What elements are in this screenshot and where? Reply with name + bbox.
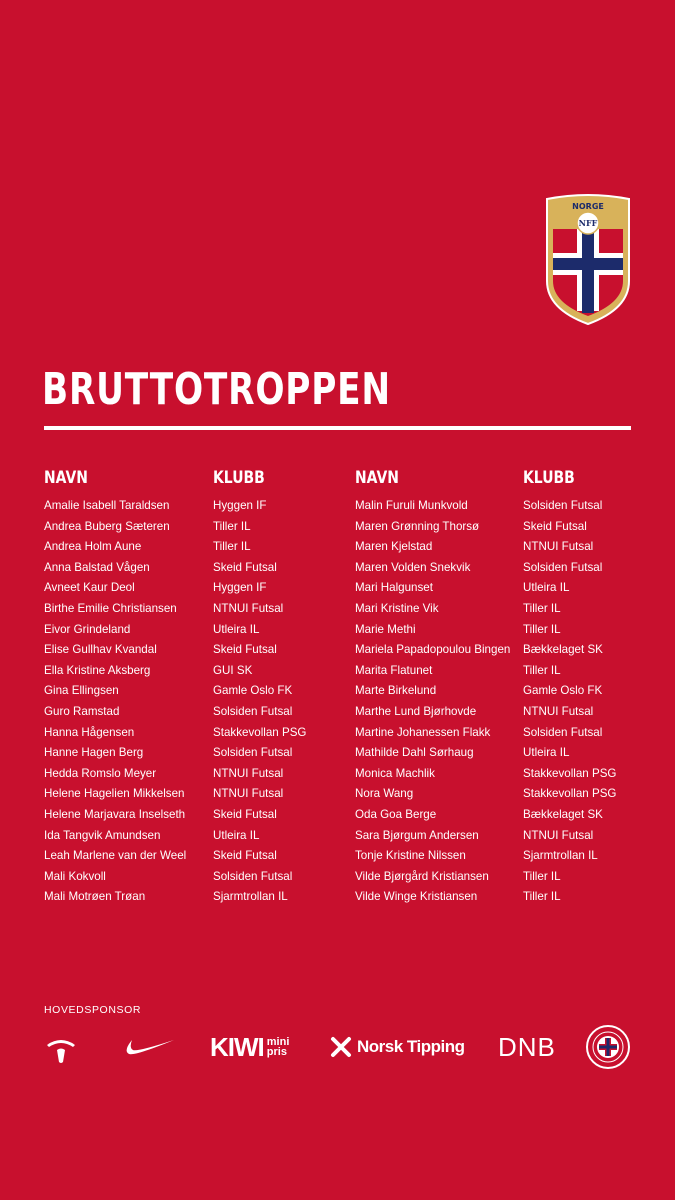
page-title: BRUTTOTROPPEN <box>42 364 391 415</box>
player-name-item: Helene Marjavara Inselseth <box>44 807 186 821</box>
club-item: Sjarmtrollan IL <box>213 890 288 904</box>
club-item: Bækkelaget SK <box>523 807 603 821</box>
club-item: Stakkevollan PSG <box>523 766 617 780</box>
club-item: Tiller IL <box>523 601 561 615</box>
club-item: Solsiden Futsal <box>213 869 293 883</box>
sponsor-label: HOVEDSPONSOR <box>44 1004 142 1016</box>
player-name-item: Mathilde Dahl Sørhaug <box>355 746 474 760</box>
club-item: GUI SK <box>213 663 253 677</box>
player-name-item: Anna Balstad Vågen <box>44 560 150 574</box>
player-name-item: Oda Goa Berge <box>355 807 437 821</box>
club-item: NTNUI Futsal <box>523 540 594 554</box>
player-name-item: Leah Marlene van der Weel <box>44 849 187 863</box>
player-name-item: Avneet Kaur Deol <box>44 581 135 595</box>
player-name-item: Andrea Buberg Sæteren <box>44 519 170 533</box>
player-name-item: Maren Volden Snekvik <box>355 560 471 574</box>
title-divider <box>44 426 631 430</box>
player-name-item: Maren Kjelstad <box>355 540 433 554</box>
player-name-item: Mali Motrøen Trøan <box>44 890 146 904</box>
norsk-tipping-wordmark: Norsk Tipping <box>357 1037 465 1056</box>
club-item: Utleira IL <box>213 828 260 842</box>
nff-crest-logo <box>543 193 633 325</box>
club-item: Tiller IL <box>523 622 561 636</box>
club-item: Sjarmtrollan IL <box>523 849 598 863</box>
nike-swoosh-icon <box>123 1036 175 1058</box>
player-name-item: Mari Halgunset <box>355 581 433 595</box>
club-item: Tiller IL <box>523 663 561 677</box>
player-name-item: Vilde Winge Kristiansen <box>355 890 478 904</box>
club-item: Tiller IL <box>523 890 561 904</box>
player-name-item: Hanna Hågensen <box>44 725 135 739</box>
club-item: Gamle Oslo FK <box>523 684 603 698</box>
player-name-item: Marte Birkelund <box>355 684 437 698</box>
nike-logo <box>123 1024 175 1070</box>
club-item: Utleira IL <box>523 581 570 595</box>
player-name-item: Hedda Romslo Meyer <box>44 766 157 780</box>
club-item: Gamle Oslo FK <box>213 684 293 698</box>
player-name-item: Maren Grønning Thorsø <box>355 519 480 533</box>
club-item: NTNUI Futsal <box>213 766 284 780</box>
player-name-item: Mariela Papadopoulou Bingen <box>355 643 511 657</box>
club-item: Hyggen IF <box>213 581 267 595</box>
player-name-item: Nora Wang <box>355 787 414 801</box>
club-item: Tiller IL <box>213 540 251 554</box>
emblem-icon <box>585 1024 631 1070</box>
player-name-item: Sara Bjørgum Andersen <box>355 828 479 842</box>
club-item: NTNUI Futsal <box>213 601 284 615</box>
right-club-list <box>523 496 616 908</box>
club-item: Tiller IL <box>523 869 561 883</box>
club-item: NTNUI Futsal <box>523 828 594 842</box>
club-item: Skeid Futsal <box>213 849 277 863</box>
player-name-item: Mali Kokvoll <box>44 869 106 883</box>
kiwi-wordmark: KIWI <box>210 1031 264 1062</box>
telenor-icon <box>44 1030 78 1064</box>
player-name-item: Marthe Lund Bjørhovde <box>355 704 477 718</box>
club-item: Solsiden Futsal <box>523 499 603 512</box>
player-name-item: Eivor Grindeland <box>44 622 131 636</box>
club-item: Utleira IL <box>523 746 570 760</box>
club-item: Solsiden Futsal <box>523 725 603 739</box>
club-item: Stakkevollan PSG <box>213 725 307 739</box>
player-name-item: Mari Kristine Vik <box>355 601 439 615</box>
player-name-item: Malin Furuli Munkvold <box>355 499 468 512</box>
right-name-list <box>355 496 510 908</box>
player-name-item: Marita Flatunet <box>355 663 433 677</box>
telenor-logo <box>44 1024 78 1070</box>
club-item: Skeid Futsal <box>213 807 277 821</box>
dnb-wordmark: DNB <box>498 1031 556 1062</box>
player-name-item: Marie Methi <box>355 622 416 636</box>
club-item: Solsiden Futsal <box>213 704 293 718</box>
player-name-item: Hanne Hagen Berg <box>44 746 144 760</box>
left-club-header: KLUBB <box>213 468 265 488</box>
crest-monogram: NFF <box>578 218 598 228</box>
player-name-item: Amalie Isabell Taraldsen <box>44 499 170 512</box>
right-name-header: NAVN <box>355 468 399 488</box>
right-club-header: KLUBB <box>523 468 575 488</box>
club-item: Bækkelaget SK <box>523 643 603 657</box>
player-name-item: Ella Kristine Aksberg <box>44 663 151 677</box>
norsk-tipping-cross-icon <box>330 1036 352 1058</box>
player-name-item: Gina Ellingsen <box>44 684 119 698</box>
norsk-tipping-logo <box>330 1024 464 1070</box>
club-item: Skeid Futsal <box>213 643 277 657</box>
crest-text: NORGE <box>572 202 604 211</box>
club-item: NTNUI Futsal <box>213 787 284 801</box>
player-name-item: Vilde Bjørgård Kristiansen <box>355 869 489 883</box>
club-item: Utleira IL <box>213 622 260 636</box>
club-item: Solsiden Futsal <box>213 746 293 760</box>
player-name-item: Tonje Kristine Nilssen <box>355 849 466 863</box>
left-club-list <box>213 496 306 908</box>
player-name-item: Helene Hagelien Mikkelsen <box>44 787 185 801</box>
player-name-item: Guro Ramstad <box>44 704 120 718</box>
club-item: NTNUI Futsal <box>523 704 594 718</box>
club-item: Tiller IL <box>213 519 251 533</box>
club-item: Skeid Futsal <box>523 519 587 533</box>
player-name-item: Birthe Emilie Christiansen <box>44 601 177 615</box>
left-name-header: NAVN <box>44 468 88 488</box>
club-item: Skeid Futsal <box>213 560 277 574</box>
kiwi-pris-text: pris <box>266 1046 287 1058</box>
kiwi-logo <box>210 1024 289 1070</box>
club-item: Hyggen IF <box>213 499 267 512</box>
dnb-logo <box>498 1024 556 1070</box>
player-name-item: Elise Gullhav Kvandal <box>44 643 157 657</box>
left-name-list <box>44 496 186 908</box>
kiwi-mini-text: mini <box>266 1036 290 1048</box>
round-emblem-logo <box>585 1024 631 1070</box>
club-item: Solsiden Futsal <box>523 560 603 574</box>
player-name-item: Andrea Holm Aune <box>44 540 142 554</box>
player-name-item: Monica Machlik <box>355 766 435 780</box>
club-item: Stakkevollan PSG <box>523 787 617 801</box>
player-name-item: Ida Tangvik Amundsen <box>44 828 161 842</box>
player-name-item: Martine Johanessen Flakk <box>355 725 491 739</box>
